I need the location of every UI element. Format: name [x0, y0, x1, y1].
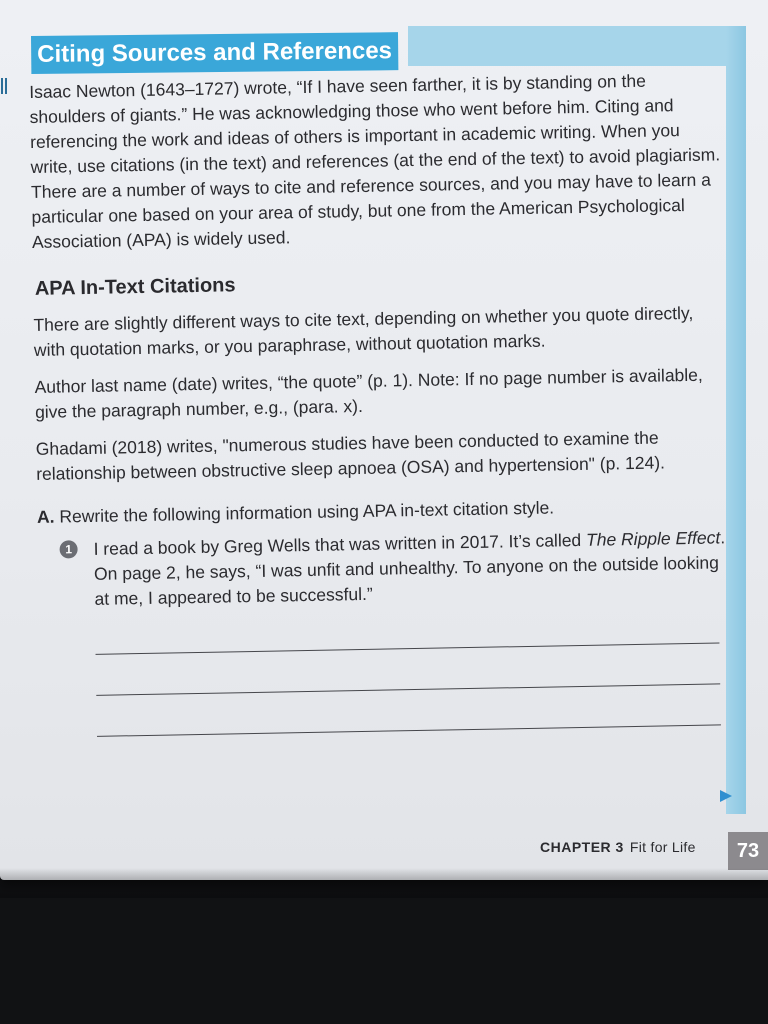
- item-text-start: I read a book by Greg Wells that was written in 2017. It’s called: [93, 529, 587, 559]
- citation-explanation-paragraph: There are slightly different ways to cite text, depending on whether you quote directly, with quotation marks, or you paraphrase, without quotation marks.: [33, 302, 694, 360]
- chapter-label: CHAPTER 3: [540, 839, 624, 855]
- book-title: The Ripple Effect: [585, 527, 721, 550]
- item-text-end: . On page 2, he says, “I was unfit and unhealthy. To anyone on the outside looking at me, I appeared to be successful.”: [93, 527, 726, 609]
- answer-line-2[interactable]: [96, 683, 720, 695]
- page-footer: [540, 836, 696, 858]
- page-shadow: [0, 868, 768, 898]
- exercise-instruction-text: Rewrite the following information using APA in-text citation style.: [54, 497, 555, 527]
- chapter-title: Fit for Life: [629, 839, 696, 855]
- answer-line-3[interactable]: [97, 724, 721, 736]
- answer-line-1[interactable]: [96, 642, 720, 654]
- margin-mark: [1, 78, 7, 94]
- page-number: 73: [728, 832, 768, 870]
- citation-example-paragraph: Ghadami (2018) writes, "numerous studies have been conducted to examine the relationship between obstructive sleep apnoea (OSA) and hypertension" (p. 124).: [35, 427, 666, 484]
- citation-format-paragraph: Author last name (date) writes, “the quote” (p. 1). Note: If no page number is available, give the paragraph number, e.g., (para. x).: [34, 364, 703, 422]
- page-content: [29, 67, 731, 738]
- title-accent-bar: [408, 26, 746, 66]
- intro-paragraph: Isaac Newton (1643–1727) wrote, “If I have seen farther, it is by standing on the shoulders of giants.” He was acknowledging those who went before him. Citing and referencing the work and ideas of others is important in academic writing. When you write, use citations (in the text) and references (at the end of the text) to avoid plagiarism. There are a number of ways to cite and reference sources, and you may have to learn a particular one based on your area of study, but one from the American Psychological Association (APA) is widely used.: [29, 70, 721, 252]
- continue-arrow-icon: [720, 790, 732, 802]
- exercise-instruction: [37, 492, 727, 530]
- page-title: Citing Sources and References: [31, 32, 398, 74]
- section-heading: APA In-Text Citations: [34, 274, 236, 300]
- item-number-badge: 1: [59, 540, 77, 558]
- exercise-item-1: [37, 525, 728, 613]
- exercise-letter: A.: [36, 506, 55, 527]
